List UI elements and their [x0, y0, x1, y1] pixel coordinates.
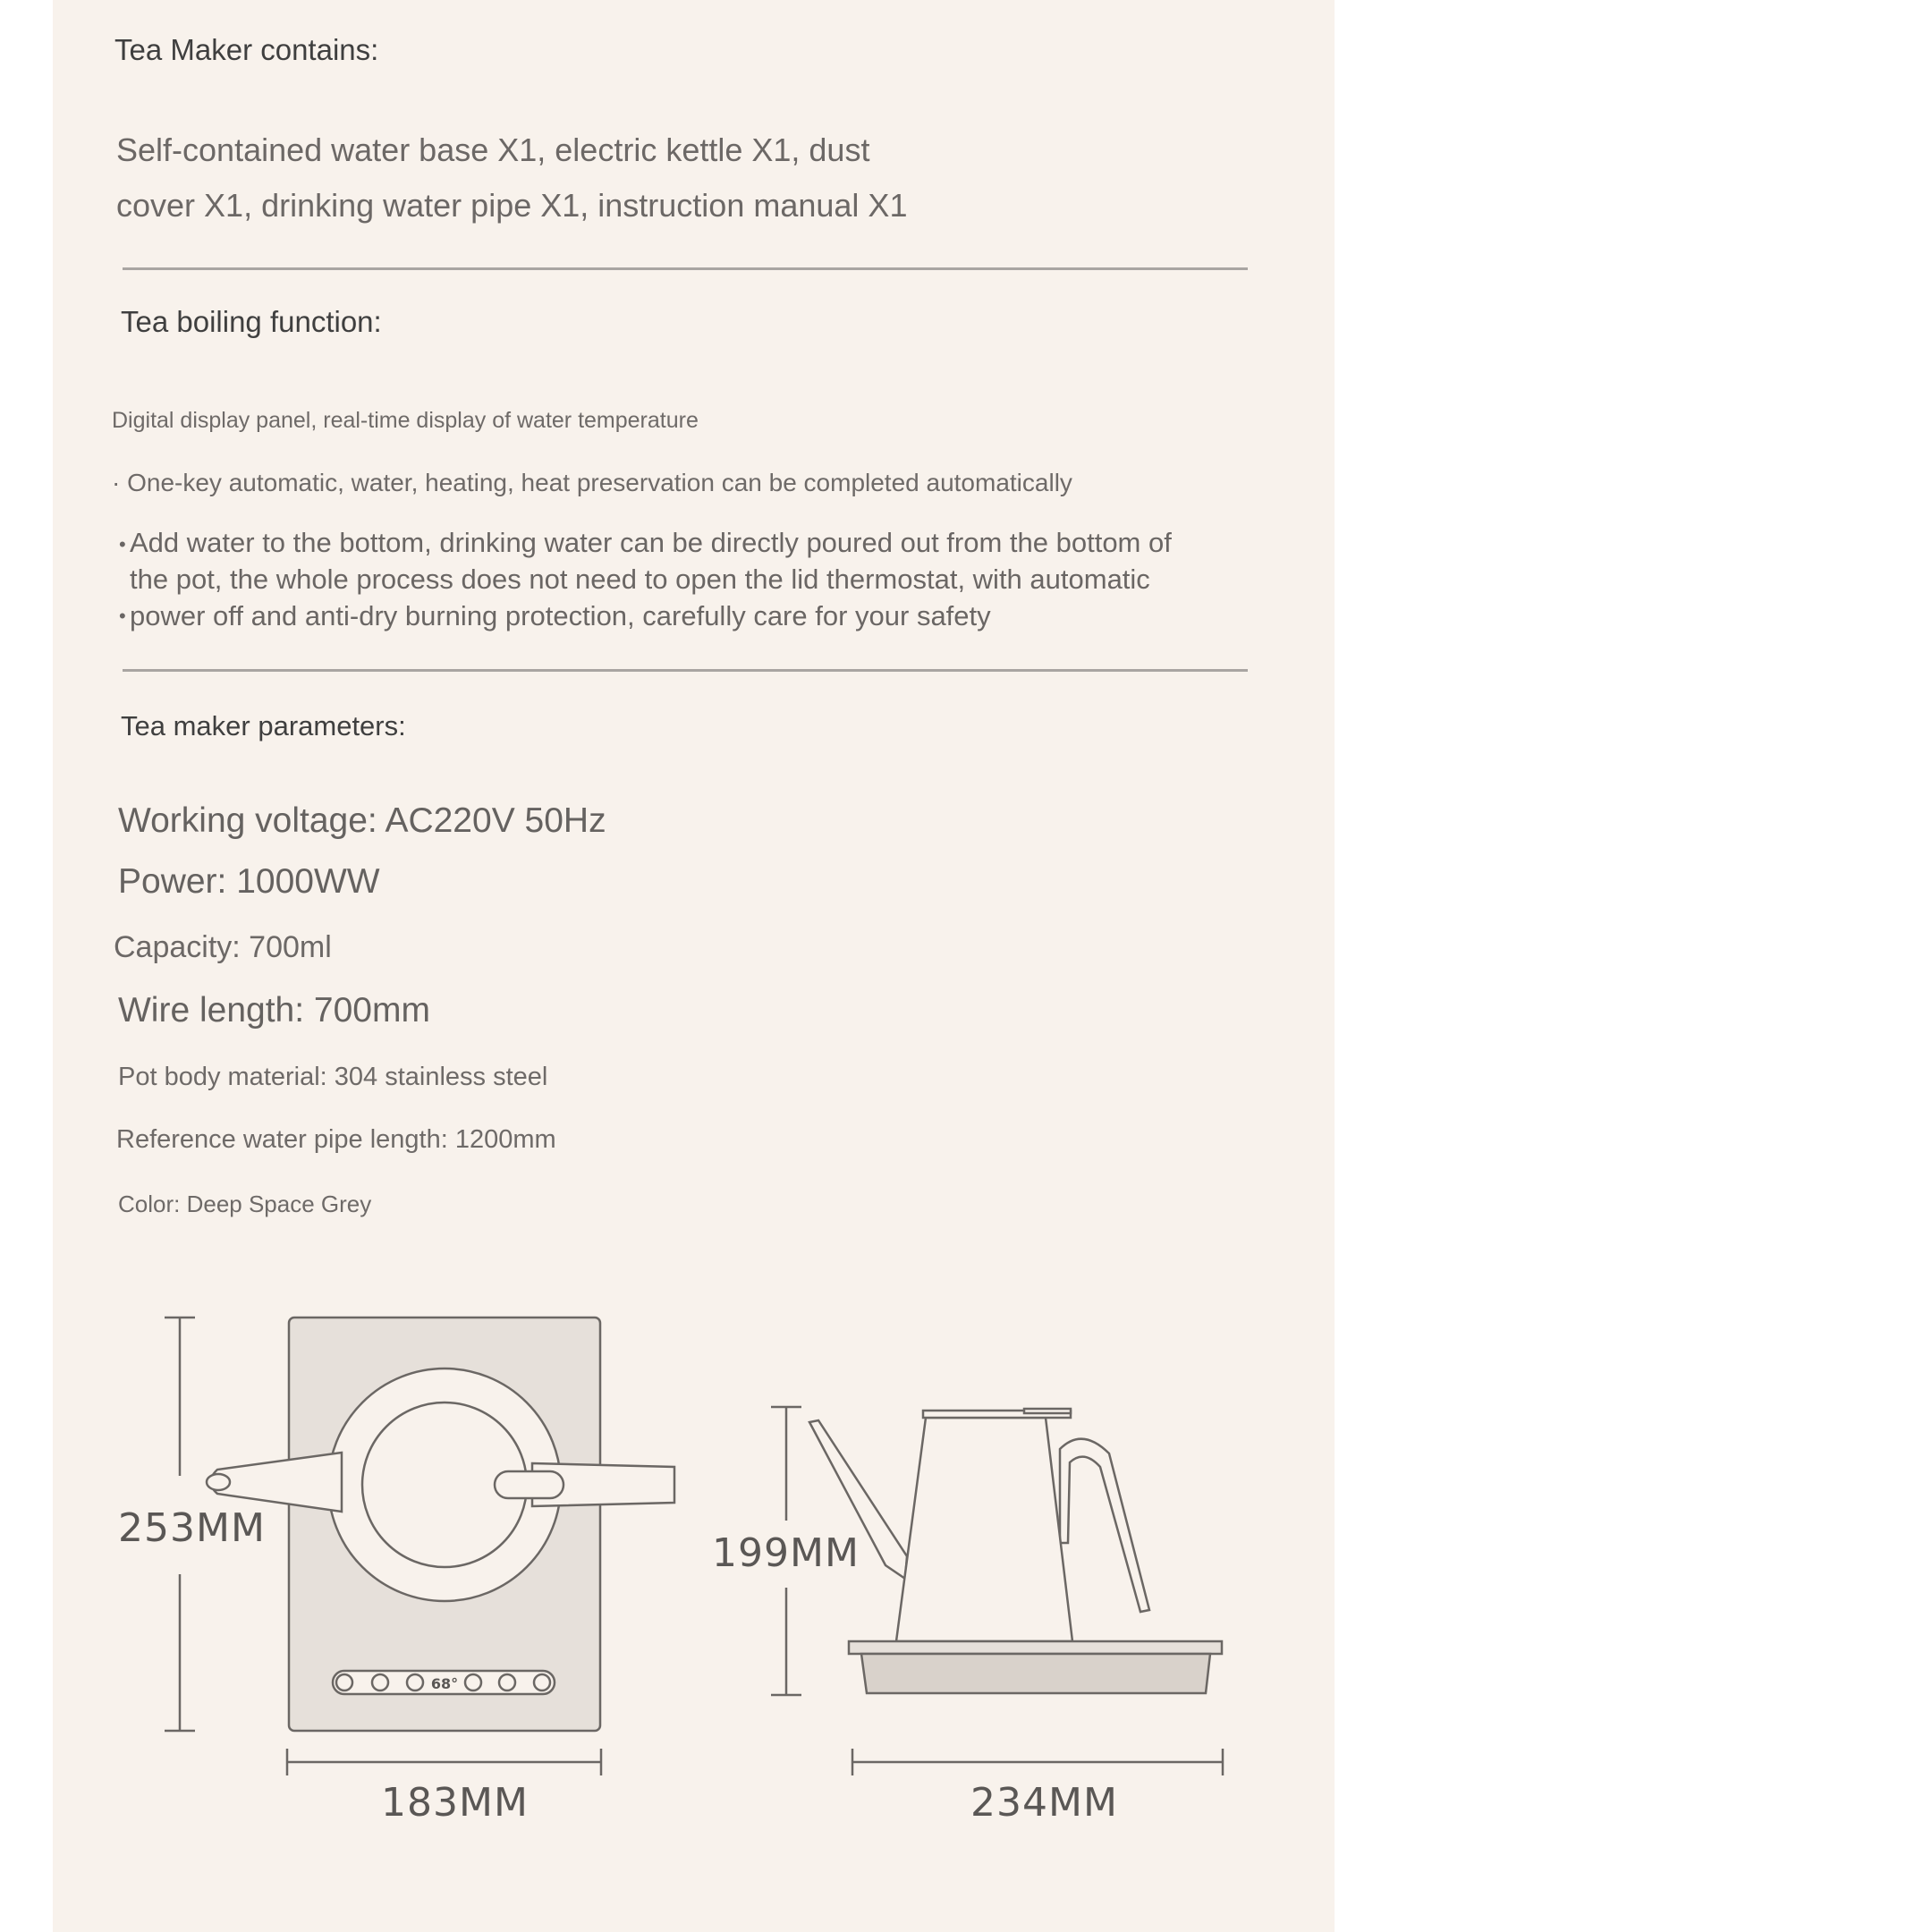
kettle-side-view [809, 1409, 1222, 1693]
base-height-label: 253MM [118, 1505, 266, 1551]
function-item-3-line-1: Add water to the bottom, drinking water can be directly poured out from the bottom of [130, 527, 1172, 558]
kettle-width-label: 234MM [970, 1780, 1118, 1826]
param-power: Power: 1000WW [118, 862, 380, 901]
param-voltage: Working voltage: AC220V 50Hz [118, 801, 606, 840]
contents-line-2: cover X1, drinking water pipe X1, instruction manual X1 [116, 187, 908, 224]
param-color: Color: Deep Space Grey [118, 1191, 372, 1217]
base-width-label: 183MM [381, 1780, 529, 1826]
param-capacity: Capacity: 700ml [114, 930, 332, 964]
param-material: Pot body material: 304 stainless steel [118, 1063, 548, 1091]
bullet-dot-icon: • [119, 533, 126, 555]
contents-line-1: Self-contained water base X1, electric kettle X1, dust [116, 131, 870, 168]
panel-temperature: 68° [430, 1675, 459, 1692]
function-item-3-line-2: the pot, the whole process does not need to open the lid thermostat, with automatic [130, 564, 1150, 595]
base-top-view [207, 1318, 674, 1731]
kettle-height-label: 199MM [712, 1530, 860, 1576]
contents-heading: Tea Maker contains: [114, 33, 379, 66]
parameters-heading: Tea maker parameters: [121, 710, 406, 741]
function-heading: Tea boiling function: [121, 305, 382, 338]
param-pipe-length: Reference water pipe length: 1200mm [116, 1125, 556, 1154]
bullet-dot-icon: • [119, 605, 126, 627]
param-wire-length: Wire length: 700mm [118, 991, 430, 1030]
function-item-1: Digital display panel, real-time display of water temperature [112, 408, 699, 433]
function-item-2: · One-key automatic, water, heating, heat preservation can be completed automatically [112, 469, 1072, 496]
function-item-3-line-3: power off and anti-dry burning protection, carefully care for your safety [130, 600, 991, 631]
